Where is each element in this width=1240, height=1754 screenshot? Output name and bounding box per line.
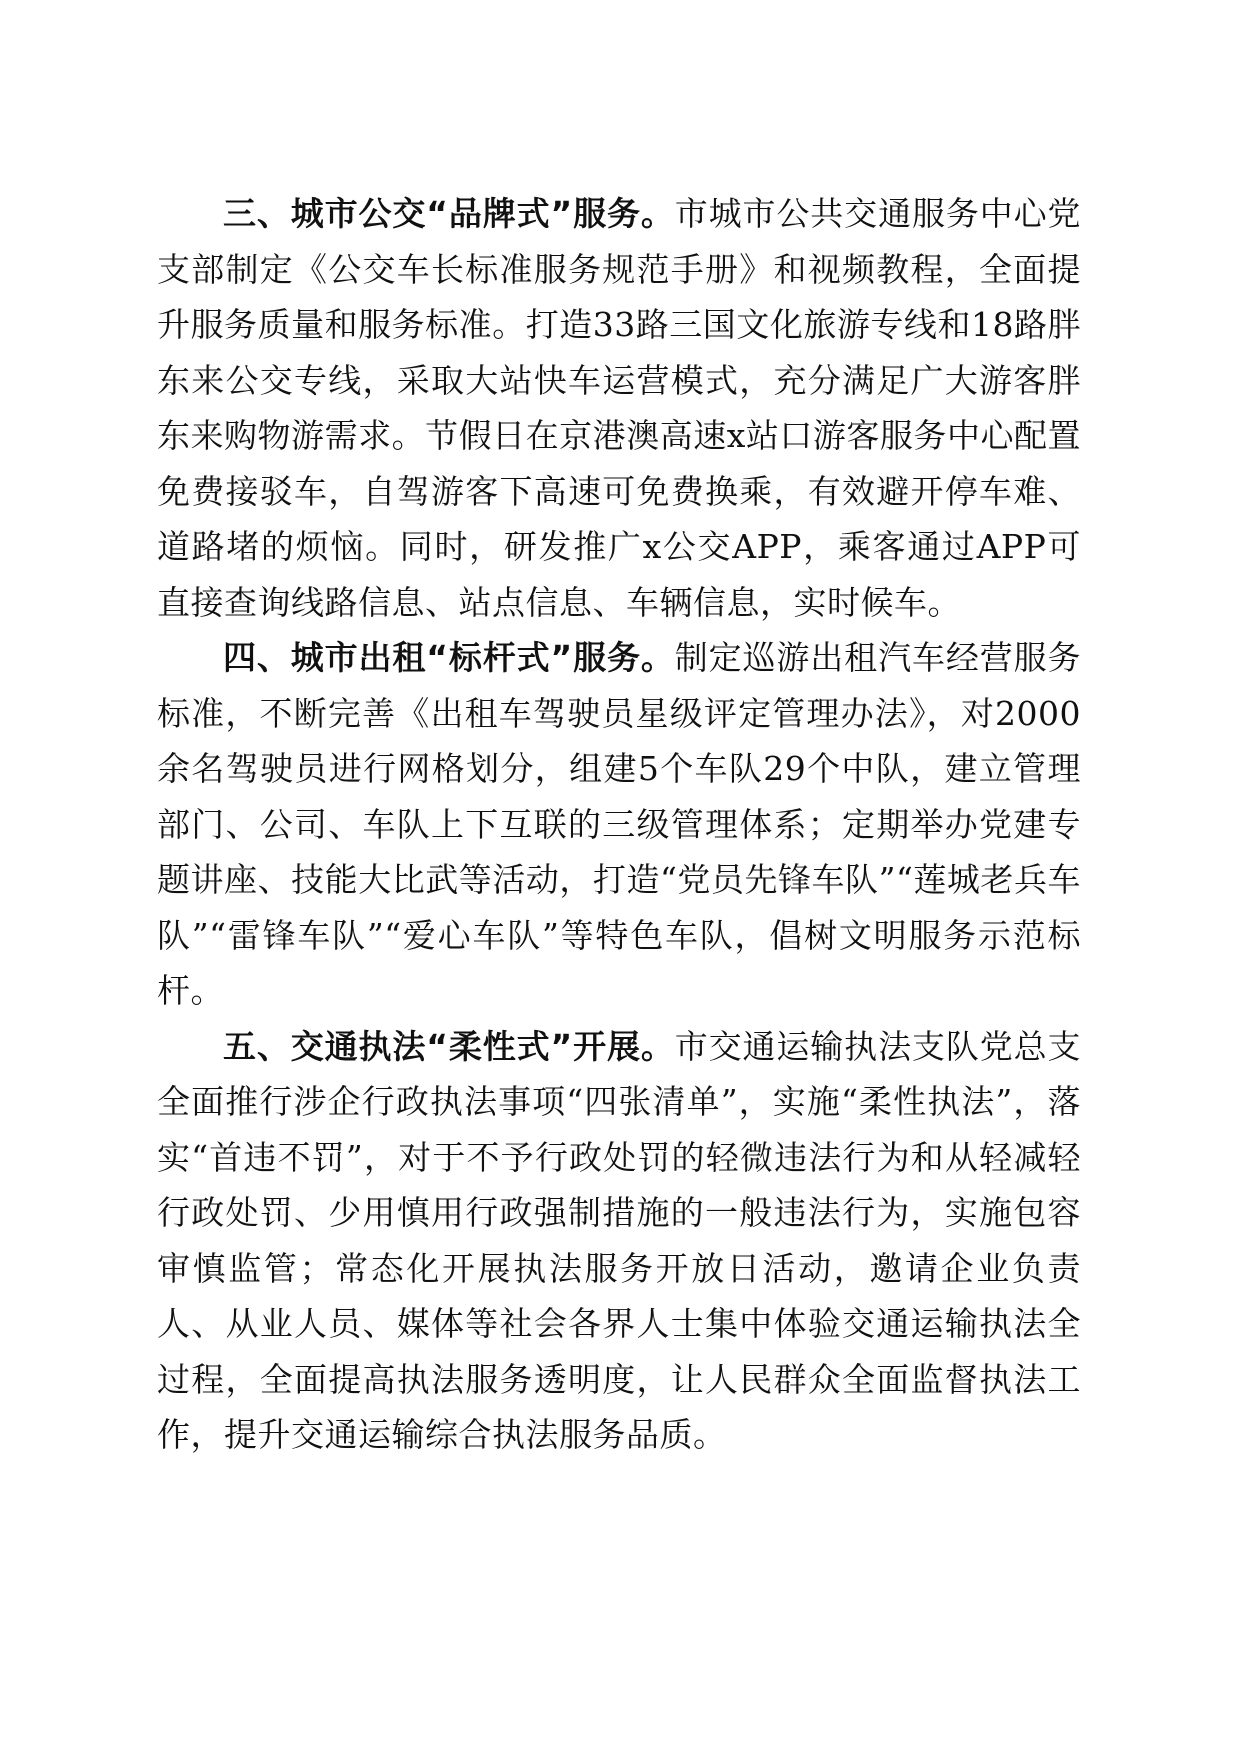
document-body (157, 186, 1081, 1463)
paragraph-heading: 三、城市公交“品牌式”服务。 (223, 194, 675, 233)
paragraph-heading: 五、交通执法“柔性式”开展。 (223, 1026, 675, 1066)
paragraph-traffic-enforcement (157, 1019, 1081, 1463)
paragraph-text: 市交通运输执法支队党总支全面推行涉企行政执法事项“四张清单”，实施“柔性执法”，落实“首违不罚”，对于不予行政处罚的轻微违法行为和从轻减轻行政处罚、少用慎用行政强制措施的一般违法行为，实施包容审慎监管；常态化开展执法服务开放日活动，邀请企业负责人、从业人员、媒体等社会各界人士集中体验交通运输执法全过程，全面提高执法服务透明度，让人民群众全面监督执法工作，提升交通运输综合执法服务品质。 (157, 1026, 1081, 1454)
paragraph-city-bus (157, 186, 1081, 630)
paragraph-city-taxi (157, 630, 1081, 1019)
paragraph-text: 制定巡游出租汽车经营服务标准，不断完善《出租车驾驶员星级评定管理办法》，对2000余名驾驶员进行网格划分，组建5个车队29个中队，建立管理部门、公司、车队上下互联的三级管理体系；定期举办党建专题讲座、技能大比武等活动，打造“党员先锋车队”“莲城老兵车队”“雷锋车队”“爱心车队”等特色车队，倡树文明服务示范标杆。 (157, 638, 1081, 1010)
paragraph-text: 市城市公共交通服务中心党支部制定《公交车长标准服务规范手册》和视频教程，全面提升服务质量和服务标准。打造33路三国文化旅游专线和18路胖东来公交专线，采取大站快车运营模式，充分满足广大游客胖东来购物游需求。节假日在京港澳高速x站口游客服务中心配置免费接驳车，自驾游客下高速可免费换乘，有效避开停车难、道路堵的烦恼。同时，研发推广x公交APP，乘客通过APP可直接查询线路信息、站点信息、车辆信息，实时候车。 (157, 194, 1081, 622)
paragraph-heading: 四、城市出租“标杆式”服务。 (223, 638, 675, 677)
